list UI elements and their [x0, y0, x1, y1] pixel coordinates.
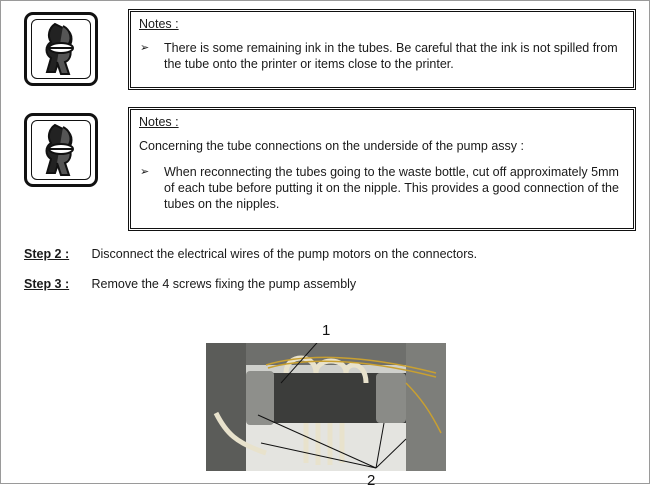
- note-bullet: [139, 164, 623, 212]
- note-box-2: [128, 107, 636, 231]
- pump-assembly-photo: [206, 343, 446, 471]
- callout-2: 2: [367, 472, 376, 489]
- warning-hand-icon: [33, 121, 89, 179]
- step-text: Disconnect the electrical wires of the pump motors on the connectors.: [91, 247, 478, 261]
- bullet-arrow-icon: ➢: [140, 166, 150, 178]
- note-text: There is some remaining ink in the tubes. Be careful that the ink is not spilled from the tube onto the printer or items close to the printer.: [164, 41, 618, 71]
- step-label: Step 3 :: [24, 277, 70, 291]
- pump-photo-illustration: [206, 343, 446, 471]
- callout-1: 1: [322, 322, 331, 339]
- bullet-arrow-icon: ➢: [140, 42, 150, 54]
- warning-hand-icon: [33, 20, 89, 78]
- note-box-1: [128, 9, 636, 90]
- note-text: When reconnecting the tubes going to the waste bottle, cut off approximately 5mm of each tube before putting it on the nipple. This provides a good connection of the tubes on the nipples.: [164, 165, 619, 211]
- note-bullet: [139, 40, 623, 72]
- hand-icon-box-1: [24, 12, 98, 86]
- step-3: [24, 277, 356, 291]
- note-title: Notes :: [139, 17, 179, 31]
- note-intro: Concerning the tube connections on the underside of the pump assy :: [139, 139, 524, 153]
- hand-icon-box-2: [24, 113, 98, 187]
- step-2: [24, 247, 477, 261]
- step-text: Remove the 4 screws fixing the pump assembly: [91, 277, 357, 291]
- note-title: Notes :: [139, 115, 179, 129]
- step-label: Step 2 :: [24, 247, 70, 261]
